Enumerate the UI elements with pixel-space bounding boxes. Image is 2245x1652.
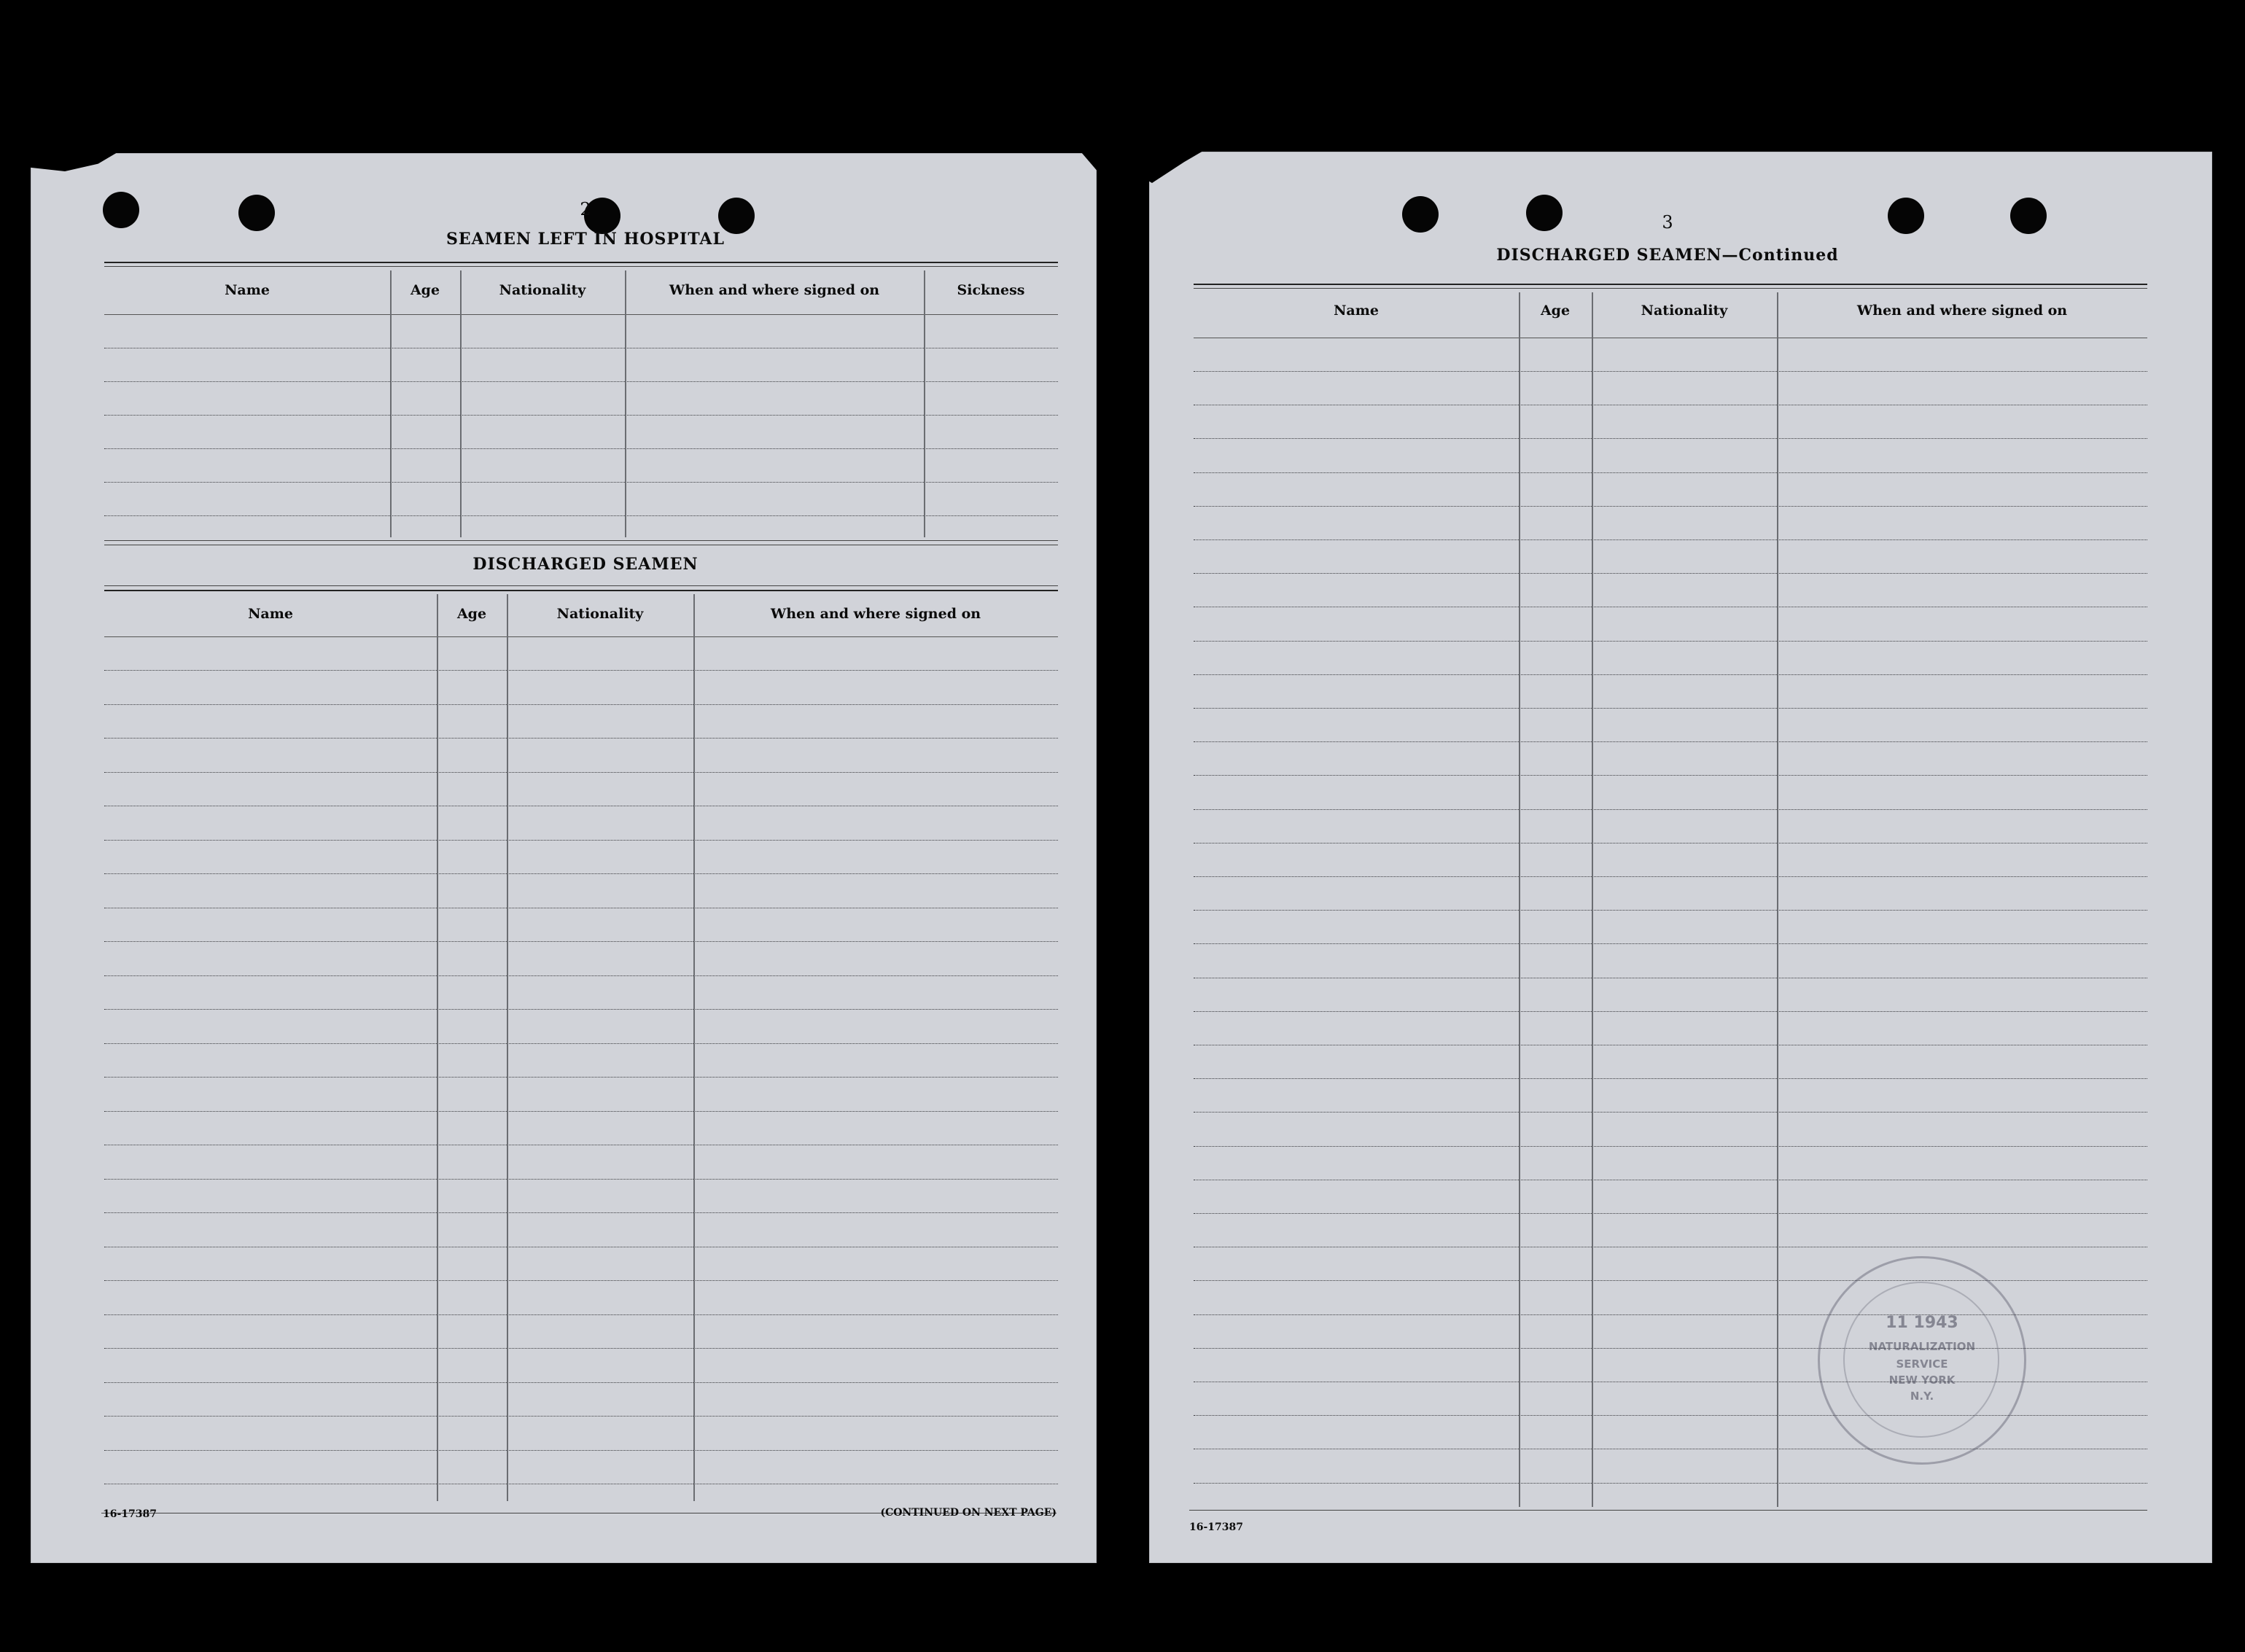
entry-line — [104, 482, 1058, 483]
column-header-nationality: Nationality — [556, 606, 644, 622]
entry-line — [104, 1043, 1058, 1044]
entry-line — [1194, 641, 2147, 642]
stamp-date: 11 1943 — [1886, 1314, 1958, 1332]
column-divider — [1777, 292, 1778, 1507]
column-divider — [1592, 292, 1593, 1507]
section-rule — [104, 540, 1058, 541]
punch-hole — [103, 192, 139, 228]
right-page — [1149, 152, 2212, 1563]
entry-line — [104, 1077, 1058, 1078]
column-divider — [693, 594, 695, 1501]
stamp-text: NEW YORK — [1888, 1374, 1956, 1387]
column-header-signed-on: When and where signed on — [1856, 303, 2068, 319]
entry-line — [104, 415, 1058, 416]
punch-hole — [1402, 196, 1439, 233]
section-rule — [104, 590, 1058, 591]
entry-line — [1194, 506, 2147, 507]
entry-line — [104, 738, 1058, 739]
column-header-sickness: Sickness — [957, 282, 1025, 298]
stamp-text: N.Y. — [1910, 1390, 1934, 1403]
column-divider — [1519, 292, 1520, 1507]
column-divider — [460, 270, 462, 537]
entry-line — [1194, 943, 2147, 944]
entry-line — [104, 670, 1058, 671]
entry-line — [104, 1212, 1058, 1213]
header-underline — [104, 636, 1058, 637]
stamp-text: SERVICE — [1896, 1357, 1948, 1371]
entry-line — [104, 448, 1058, 449]
entry-line — [104, 1280, 1058, 1281]
entry-line — [1194, 910, 2147, 911]
entry-line — [1194, 371, 2147, 372]
entry-line — [1194, 674, 2147, 675]
entry-line — [104, 381, 1058, 382]
punch-hole — [2010, 198, 2047, 234]
column-divider — [625, 270, 626, 537]
column-header-signed-on: When and where signed on — [669, 282, 880, 298]
entry-line — [1194, 775, 2147, 776]
entry-line — [1194, 472, 2147, 473]
torn-edge — [1128, 148, 1208, 183]
entry-line — [1194, 1213, 2147, 1214]
column-header-age: Age — [456, 606, 487, 622]
section-rule — [104, 262, 1058, 263]
entry-line — [104, 941, 1058, 942]
column-header-name: Name — [225, 282, 270, 298]
section-rule — [1194, 284, 2147, 285]
torn-edge — [30, 152, 117, 171]
punch-hole — [1526, 195, 1563, 231]
entry-line — [104, 1009, 1058, 1010]
page-number: 2 — [580, 199, 591, 219]
entry-line — [104, 1382, 1058, 1383]
column-header-nationality: Nationality — [1641, 303, 1728, 319]
entry-line — [104, 1450, 1058, 1451]
section-rule — [104, 585, 1058, 586]
entry-line — [104, 1348, 1058, 1349]
entry-line — [1194, 1078, 2147, 1079]
entry-line — [104, 772, 1058, 773]
entry-line — [1194, 438, 2147, 439]
entry-line — [104, 873, 1058, 874]
entry-line — [1194, 1112, 2147, 1113]
column-header-age: Age — [1540, 303, 1571, 319]
punch-hole — [1888, 198, 1924, 234]
entry-line — [104, 515, 1058, 516]
column-header-nationality: Nationality — [499, 282, 586, 298]
form-code: 16-17387 — [1189, 1522, 1243, 1533]
entry-line — [1194, 809, 2147, 810]
section-rule — [1194, 288, 2147, 289]
entry-line — [1194, 876, 2147, 877]
column-header-name: Name — [1334, 303, 1379, 319]
discharged-section-title: DISCHARGED SEAMEN — [472, 555, 699, 574]
entry-line — [1194, 573, 2147, 574]
entry-line — [104, 975, 1058, 976]
column-divider — [390, 270, 392, 537]
naturalization-service-stamp — [1818, 1256, 2026, 1465]
column-divider — [507, 594, 508, 1501]
entry-line — [104, 1416, 1058, 1417]
continued-note: (CONTINUED ON NEXT PAGE) — [880, 1507, 1057, 1519]
entry-line — [1194, 1280, 2147, 1281]
entry-line — [1194, 741, 2147, 742]
column-divider — [924, 270, 925, 537]
column-divider — [437, 594, 438, 1501]
entry-line — [1194, 1483, 2147, 1484]
left-page — [31, 153, 1097, 1563]
entry-line — [104, 1179, 1058, 1180]
column-header-name: Name — [248, 606, 293, 622]
header-underline — [104, 314, 1058, 315]
entry-line — [1194, 708, 2147, 709]
column-header-age: Age — [410, 282, 440, 298]
punch-hole — [718, 198, 755, 234]
section-rule — [104, 266, 1058, 267]
discharged-continued-title: DISCHARGED SEAMEN—Continued — [1496, 246, 1839, 265]
entry-line — [1194, 1146, 2147, 1147]
entry-line — [1194, 1011, 2147, 1012]
entry-line — [104, 1314, 1058, 1315]
page-number: 3 — [1662, 212, 1673, 233]
form-code: 16-17387 — [103, 1508, 157, 1520]
stamp-text: NATURALIZATION — [1868, 1340, 1976, 1353]
column-header-signed-on: When and where signed on — [770, 606, 981, 622]
entry-line — [104, 1111, 1058, 1112]
hospital-section-title: SEAMEN LEFT IN HOSPITAL — [446, 230, 725, 249]
entry-line — [104, 704, 1058, 705]
entry-line — [1194, 539, 2147, 540]
punch-hole — [238, 195, 275, 231]
bottom-rule — [1189, 1510, 2147, 1511]
entry-line — [104, 840, 1058, 841]
